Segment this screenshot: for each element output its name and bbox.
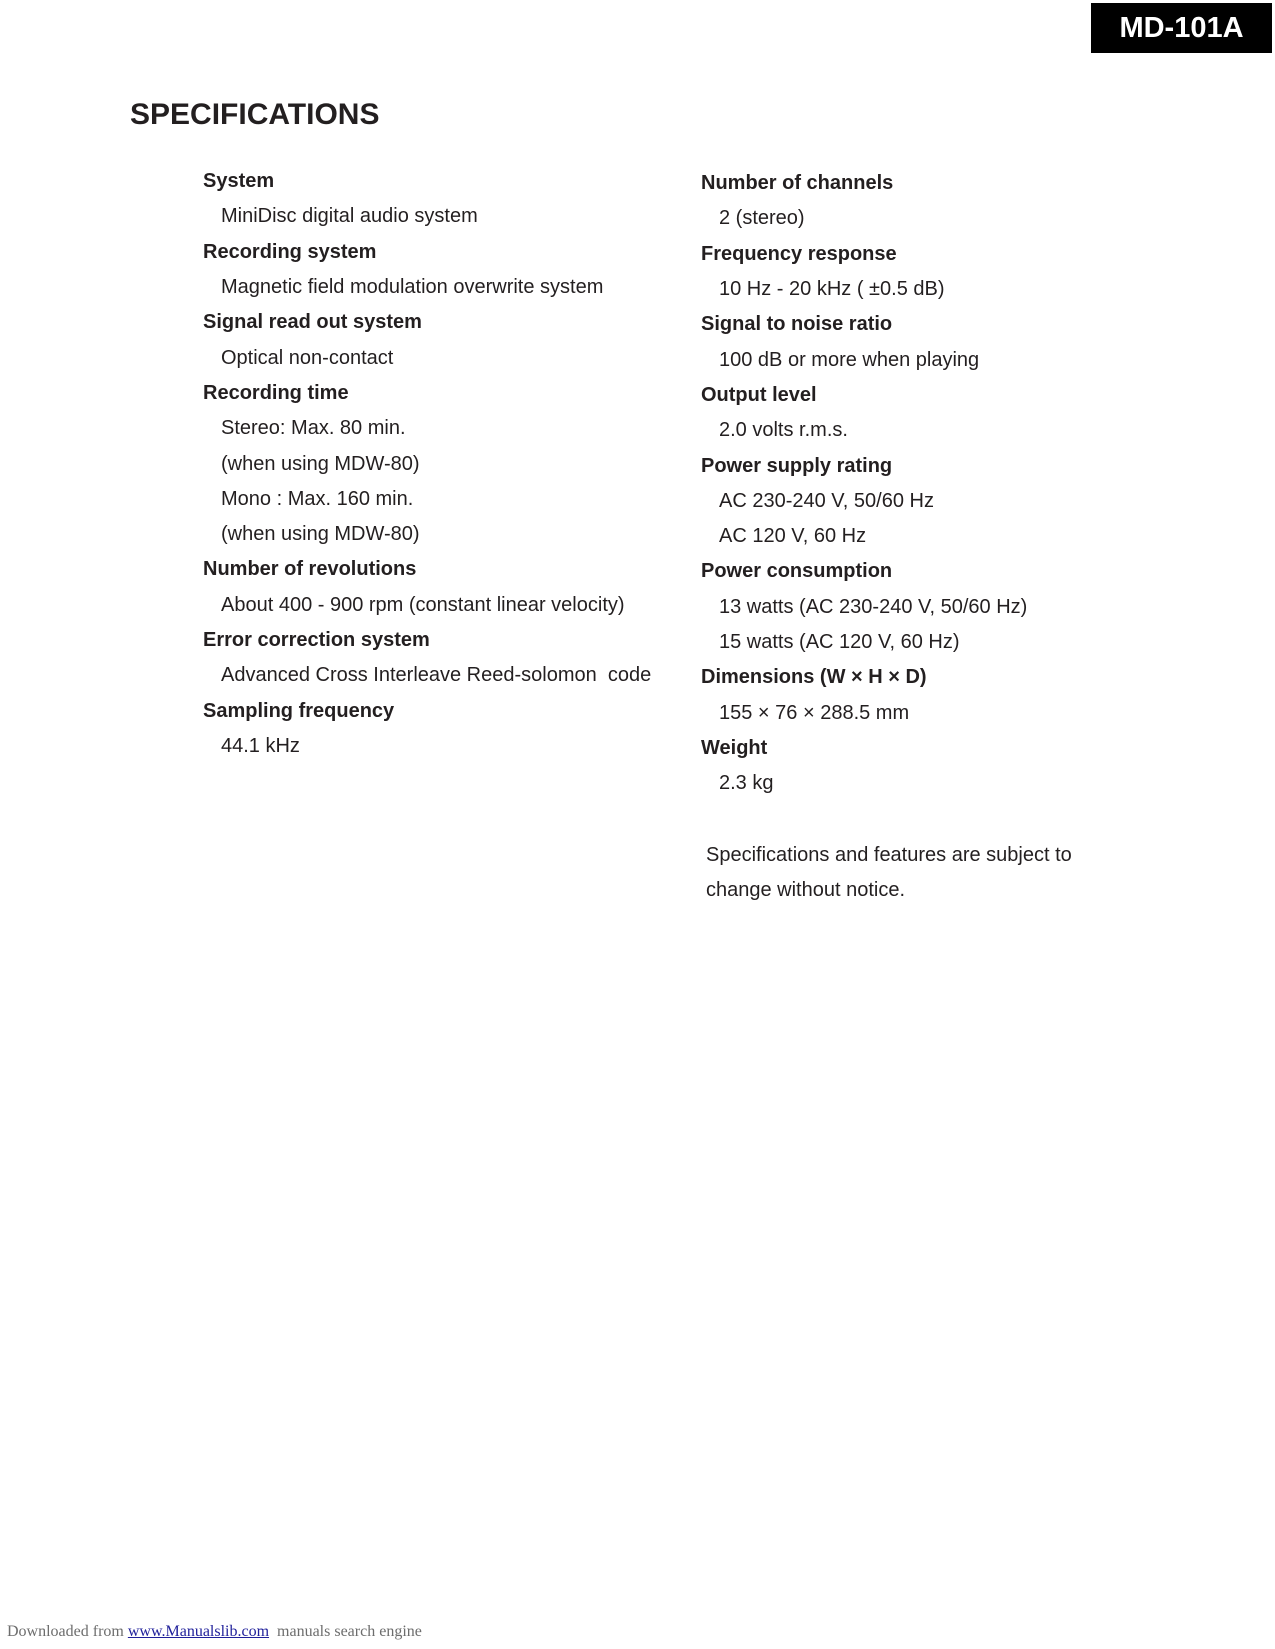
spec-value-signal-read-out: Optical non-contact xyxy=(221,347,394,369)
spec-label-channels: Number of channels xyxy=(701,172,894,194)
spec-value-power-consumption-us: 15 watts (AC 120 V, 60 Hz) xyxy=(719,631,960,653)
spec-value-dimensions: 155 × 76 × 288.5 mm xyxy=(719,702,910,724)
manualslib-link[interactable]: www.Manualslib.com xyxy=(127,1623,270,1640)
spec-value-recording-time-mono-note: (when using MDW-80) xyxy=(221,523,420,545)
spec-value-power-supply-us: AC 120 V, 60 Hz xyxy=(719,525,867,547)
page-title: SPECIFICATIONS xyxy=(130,98,380,131)
spec-value-snr: 100 dB or more when playing xyxy=(719,349,980,371)
spec-label-dimensions: Dimensions (W × H × D) xyxy=(701,666,927,688)
spec-label-recording-time: Recording time xyxy=(203,382,349,404)
spec-label-recording-system: Recording system xyxy=(203,241,377,263)
spec-label-frequency-response: Frequency response xyxy=(701,243,897,265)
spec-value-output-level: 2.0 volts r.m.s. xyxy=(719,419,848,441)
footer-prefix: Downloaded from xyxy=(7,1623,128,1640)
spec-value-frequency-response: 10 Hz - 20 kHz ( ±0.5 dB) xyxy=(719,278,945,300)
spec-label-sampling-frequency: Sampling frequency xyxy=(203,700,395,722)
disclaimer-note xyxy=(706,838,1072,909)
download-footer xyxy=(7,1622,422,1642)
spec-label-power-consumption: Power consumption xyxy=(701,560,893,582)
spec-value-system: MiniDisc digital audio system xyxy=(221,205,478,227)
spec-value-revolutions: About 400 - 900 rpm (constant linear velocity) xyxy=(221,594,625,616)
spec-value-power-consumption-eu: 13 watts (AC 230-240 V, 50/60 Hz) xyxy=(719,596,1028,618)
spec-value-recording-time-stereo-note: (when using MDW-80) xyxy=(221,453,420,475)
spec-value-channels: 2 (stereo) xyxy=(719,207,805,229)
spec-value-recording-time-mono: Mono : Max. 160 min. xyxy=(221,488,414,510)
model-badge: MD-101A xyxy=(1091,3,1272,53)
spec-value-error-correction: Advanced Cross Interleave Reed-solomon code xyxy=(221,664,652,686)
disclaimer-line-2: change without notice. xyxy=(706,879,906,902)
spec-label-snr: Signal to noise ratio xyxy=(701,313,893,335)
spec-value-weight: 2.3 kg xyxy=(719,772,774,794)
spec-value-recording-time-stereo: Stereo: Max. 80 min. xyxy=(221,417,406,439)
spec-label-error-correction: Error correction system xyxy=(203,629,430,651)
spec-label-revolutions: Number of revolutions xyxy=(203,558,417,580)
spec-label-power-supply: Power supply rating xyxy=(701,455,893,477)
spec-value-power-supply-eu: AC 230-240 V, 50/60 Hz xyxy=(719,490,934,512)
spec-label-weight: Weight xyxy=(701,737,768,759)
footer-suffix: manuals search engine xyxy=(269,1623,422,1640)
spec-label-system: System xyxy=(203,170,275,192)
spec-label-signal-read-out: Signal read out system xyxy=(203,311,422,333)
spec-value-recording-system: Magnetic field modulation overwrite system xyxy=(221,276,604,298)
disclaimer-line-1: Specifications and features are subject to xyxy=(706,844,1072,866)
spec-value-sampling-frequency: 44.1 kHz xyxy=(221,735,300,757)
spec-label-output-level: Output level xyxy=(701,384,817,406)
